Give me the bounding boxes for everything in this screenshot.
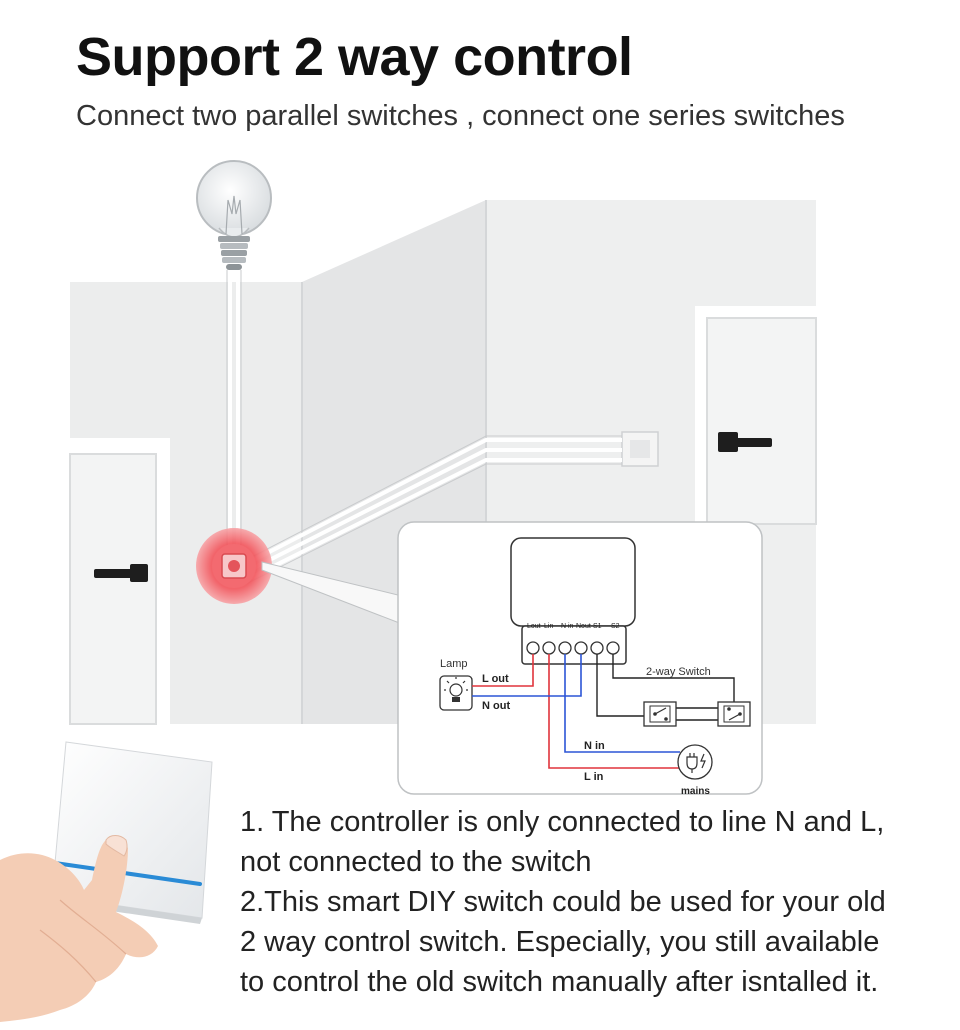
page-title: Support 2 way control bbox=[76, 27, 633, 87]
two-way-switch-label: 2-way Switch bbox=[646, 666, 711, 678]
right-door bbox=[695, 306, 816, 524]
terminal-l-out-label: Lout bbox=[527, 623, 541, 630]
mains-plug-icon bbox=[678, 745, 712, 779]
wiring-diagram-panel bbox=[398, 522, 762, 797]
terminal-screw bbox=[559, 642, 571, 654]
left-door bbox=[70, 438, 170, 724]
smart-module bbox=[511, 538, 635, 664]
n-out-label: N out bbox=[482, 700, 511, 712]
two-way-switch-1-icon bbox=[644, 702, 676, 726]
terminal-screw bbox=[527, 642, 539, 654]
terminal-s1-label: S1 bbox=[593, 623, 602, 630]
page-subtitle: Connect two parallel switches , connect one series switches bbox=[76, 100, 845, 132]
note-line: not connected to the switch bbox=[240, 846, 592, 878]
terminal-n-out-label: Nout bbox=[576, 623, 591, 630]
two-way-switch-2-icon bbox=[718, 702, 750, 726]
terminal-screw bbox=[543, 642, 555, 654]
terminal-screw bbox=[607, 642, 619, 654]
note-line: 1. The controller is only connected to line N and L, bbox=[240, 806, 885, 838]
terminal-screw bbox=[575, 642, 587, 654]
terminal-s2-label: S2 bbox=[611, 623, 620, 630]
l-out-label: L out bbox=[482, 673, 509, 685]
note-line: to control the old switch manually after isntalled it. bbox=[240, 966, 879, 998]
note-line: 2.This smart DIY switch could be used for your old bbox=[240, 886, 886, 918]
terminal-l-in-label: Lin bbox=[544, 623, 554, 630]
terminal-screw bbox=[591, 642, 603, 654]
wall-switch-box bbox=[622, 432, 658, 466]
n-in-label: N in bbox=[584, 740, 605, 752]
lamp-label: Lamp bbox=[440, 658, 468, 670]
lamp-icon bbox=[440, 676, 472, 710]
controller-location-glow bbox=[196, 528, 272, 604]
light-bulb-icon bbox=[197, 161, 271, 270]
l-in-label: L in bbox=[584, 771, 604, 783]
installation-notes bbox=[240, 802, 952, 1002]
terminal-n-in-label: N in bbox=[561, 623, 574, 630]
hand-holding-wall-switch bbox=[0, 742, 212, 1022]
note-line: 2 way control switch. Especially, you still available bbox=[240, 926, 880, 958]
mains-label: mains bbox=[681, 786, 710, 797]
